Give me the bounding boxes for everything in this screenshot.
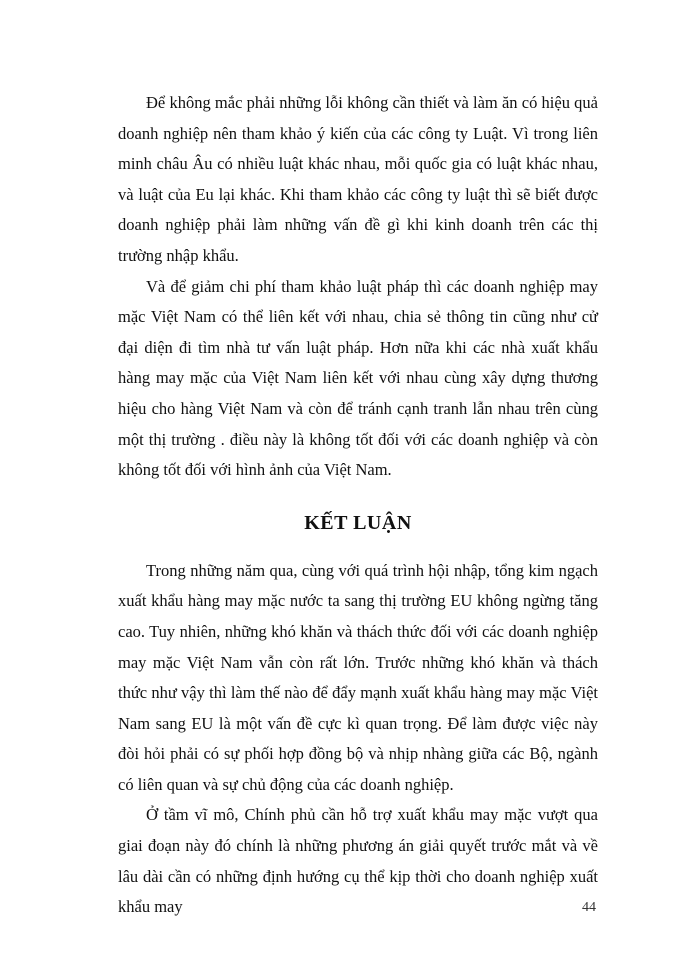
paragraph-legal-consultation: Để không mắc phải những lỗi không cần thiết và làm ăn có hiệu quả doanh nghiệp nên tham khảo ý kiến của các công ty Luật. Vì trong liên minh châu Âu có nhiều luật khác nhau, mỗi quốc gia có luật khác nhau, và luật của Eu lại khác. Khi tham khảo các công ty luật thì sẽ biết được doanh nghiệp phải làm những vấn đề gì khi kinh doanh trên các thị trường nhập khẩu.: [118, 93, 598, 265]
conclusion-heading: KẾT LUẬN: [304, 511, 412, 534]
paragraph-macro-level: Ở tầm vĩ mô, Chính phủ cần hỗ trợ xuất khẩu may mặc vượt qua giai đoạn này đó chính là những phương án giải quyết trước mắt và về lâu dài cần có những định hướng cụ thể kịp thời cho doanh nghiệp xuất khẩu may: [118, 805, 598, 917]
page-number: 44: [582, 900, 596, 915]
paragraph-cost-reduction: Và để giảm chi phí tham khảo luật pháp thì các doanh nghiệp may mặc Việt Nam có thể liên kết với nhau, chia sẻ thông tin cũng như cử đại diện đi tìm nhà tư vấn luật pháp. Hơn nữa khi các nhà xuất khẩu hàng may mặc của Việt Nam liên kết với nhau cùng xây dựng thương hiệu cho hàng Việt Nam và còn để tránh cạnh tranh lẫn nhau trên cùng một thị trường . điều này là không tốt đối với các doanh nghiệp và còn không tốt đối với hình ảnh của Việt Nam.: [118, 276, 598, 480]
page-body: [118, 88, 598, 923]
paragraph-conclusion-intro: Trong những năm qua, cùng với quá trình hội nhập, tổng kim ngạch xuất khẩu hàng may mặc nước ta sang thị trường EU không ngừng tăng cao. Tuy nhiên, những khó khăn và thách thức đối với các doanh nghiệp may mặc Việt Nam vẫn còn rất lớn. Trước những khó khăn và thách thức như vậy thì làm thế nào để đẩy mạnh xuất khẩu hàng may mặc Việt Nam sang EU là một vấn đề cực kì quan trọng. Để làm được việc này đòi hỏi phải có sự phối hợp đồng bộ và nhịp nhàng giữa các Bộ, ngành có liên quan và sự chủ động của các doanh nghiệp.: [118, 560, 598, 794]
